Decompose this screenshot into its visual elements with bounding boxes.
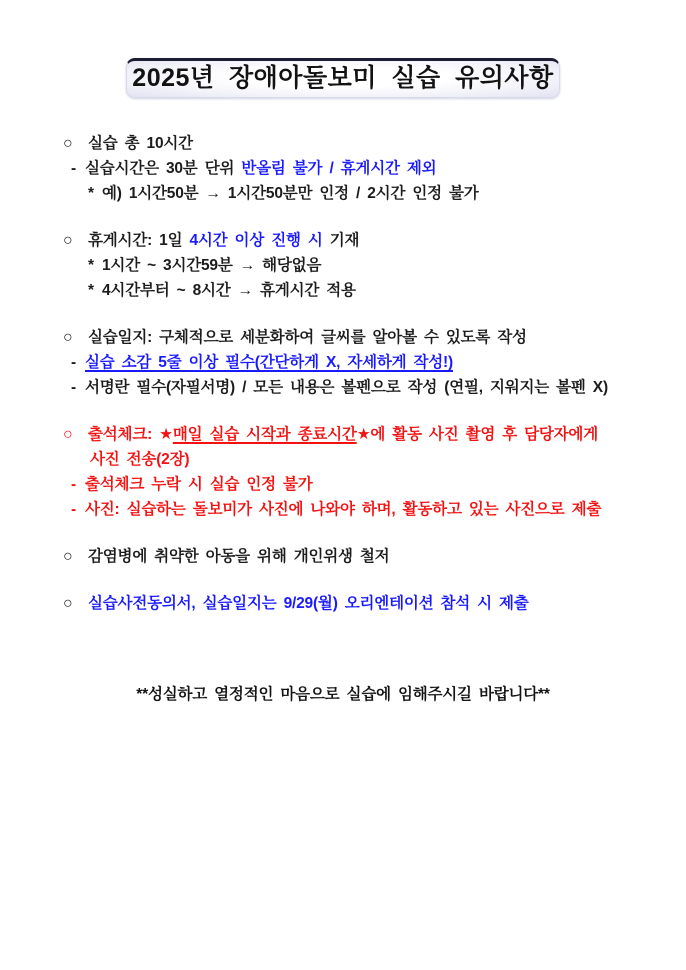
circle-marker: ○ [63,595,73,612]
text-segment: 실습 총 10시간 [88,135,193,152]
circle-marker: ○ [63,135,73,152]
text-line [63,447,656,472]
text-line [63,228,656,253]
document-body [63,131,656,616]
star-marker: * [88,185,94,202]
notice-section-attendance-check [63,422,656,522]
text-segment: 4시간 이상 진행 시 [189,232,323,249]
text-segment: 감염병에 취약한 아동을 위해 개인위생 철저 [88,548,390,565]
text-line [63,350,656,375]
text-segment: 1시간 ~ 3시간59분 → 해당없음 [102,257,322,274]
text-segment: ★에 활동 사진 촬영 후 담당자에게 [356,426,598,443]
text-line [63,472,656,497]
circle-marker: ○ [63,232,73,249]
text-segment: 실습시간은 30분 단위 [85,160,242,177]
footer-note: **성실하고 열정적인 마음으로 실습에 임해주시길 바랍니다** [136,686,550,703]
star-marker: * [88,257,94,274]
star-marker: * [88,282,94,299]
dash-marker: - [71,476,76,493]
notice-section-practicum-hours [63,131,656,206]
text-segment: 휴게시간: 1일 [88,232,190,249]
title-area [0,0,686,98]
text-segment: 실습사전동의서, 실습일지는 9/29(월) 오리엔테이션 참석 시 제출 [88,595,529,612]
text-line [63,497,656,522]
text-line [63,591,656,616]
text-segment: 매일 실습 시작과 종료시간 [172,426,357,443]
notice-section-submission [63,591,656,616]
notice-section-break-time [63,228,656,303]
text-line [63,375,656,400]
text-line [63,544,656,569]
circle-marker: ○ [63,548,73,565]
text-line [63,131,656,156]
notice-section-practicum-journal [63,325,656,400]
text-segment: 사진: 실습하는 돌보미가 사진에 나와야 하며, 활동하고 있는 사진으로 제출 [85,501,602,518]
text-segment: 출석체크: ★ [88,426,173,443]
text-segment: 반올림 불가 / 휴게시간 제외 [241,160,437,177]
document-title: 2025년 장애아돌보미 실습 유의사항 [132,64,554,92]
text-segment: 실습일지: 구체적으로 세분화하여 글씨를 알아볼 수 있도록 작성 [88,329,527,346]
text-line [63,422,656,447]
circle-marker: ○ [63,426,73,443]
text-segment: 서명란 필수(자필서명) / 모든 내용은 볼펜으로 작성 (연필, 지워지는 볼펜 X) [85,379,608,396]
text-line [63,156,656,181]
circle-marker: ○ [63,329,73,346]
text-segment: 기재 [322,232,360,249]
dash-marker: - [71,379,76,396]
notice-section-hygiene [63,544,656,569]
dash-marker: - [71,160,76,177]
text-segment: 실습 소감 5줄 이상 필수(간단하게 X, 자세하게 작성!) [85,354,453,371]
text-segment: 출석체크 누락 시 실습 인정 불가 [85,476,313,493]
dash-marker: - [71,354,76,371]
text-line [63,325,656,350]
title-box [126,58,560,98]
dash-marker: - [71,501,76,518]
text-segment: 사진 전송(2장) [90,451,190,468]
text-line [63,278,656,303]
text-segment: 4시간부터 ~ 8시간 → 휴게시간 적용 [102,282,356,299]
text-line [63,253,656,278]
text-segment: 예) 1시간50분 → 1시간50분만 인정 / 2시간 인정 불가 [102,185,479,202]
text-line [63,181,656,206]
